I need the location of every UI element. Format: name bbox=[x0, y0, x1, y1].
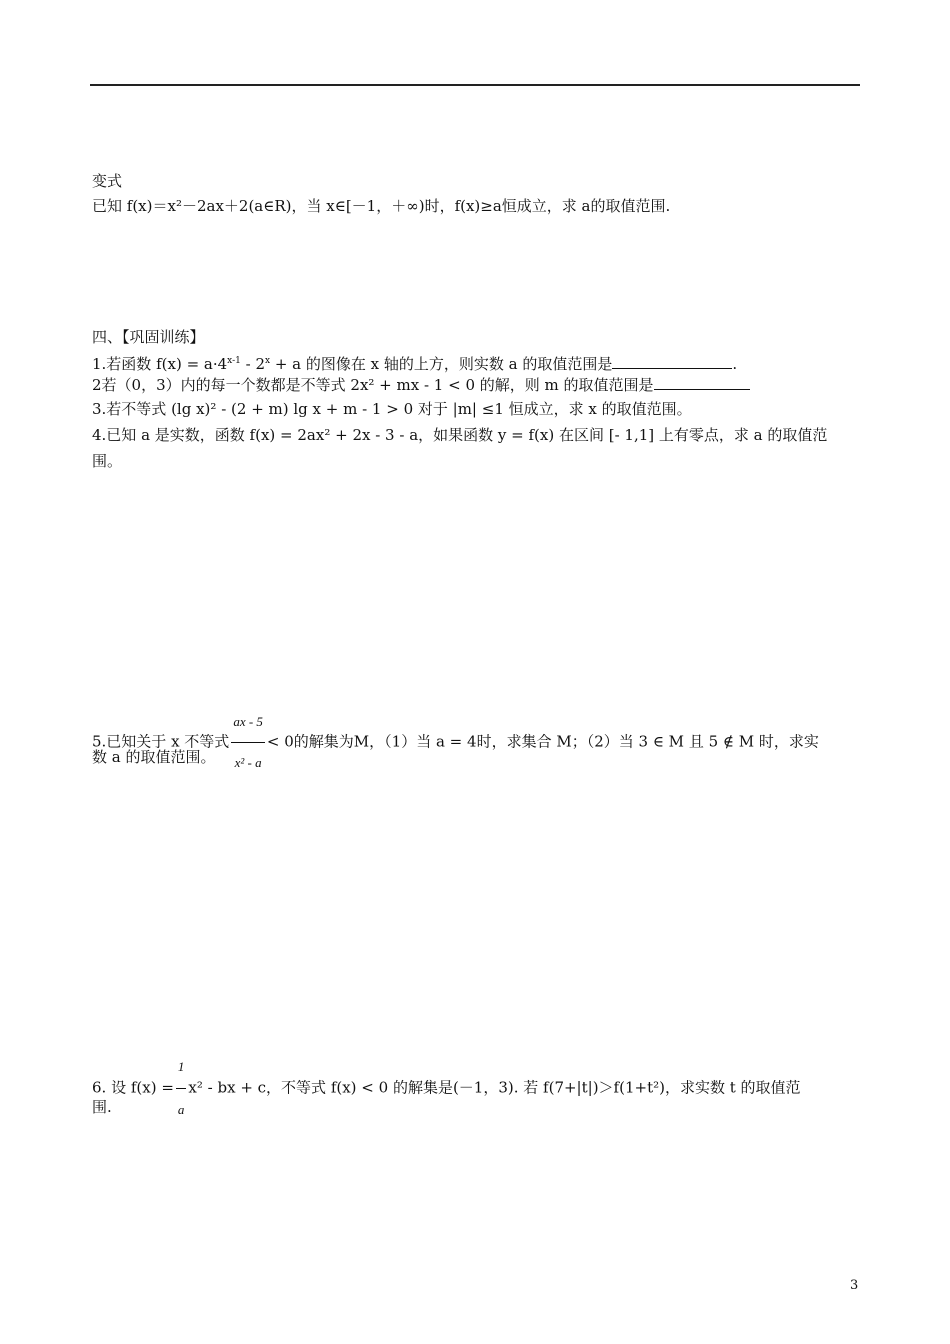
problem-5-text-b: < 0的解集为M，（1）当 a = 4时，求集合 M；（2）当 3 ∈ M 且 5 ∉ M 时，求实 bbox=[266, 732, 819, 751]
problem-1 bbox=[92, 350, 737, 375]
variant-heading: 变式 bbox=[92, 172, 123, 190]
variant-problem: 已知 f(x)＝x²－2ax＋2(a∈R)，当 x∈[－1，＋∞)时，f(x)≥a恒成立，求 a的取值范围. bbox=[92, 197, 671, 215]
problem-1-exp-b: x bbox=[265, 356, 271, 366]
fraction-numerator: ax - 5 bbox=[233, 714, 263, 729]
fraction-numerator: 1 bbox=[177, 1059, 185, 1074]
problem-4-line-1: 4.已知 a 是实数，函数 f(x) = 2ax² + 2x - 3 - a，如果函数 y = f(x) 在区间 [- 1,1] 上有零点，求 a 的取值范 bbox=[92, 426, 828, 444]
problem-6-text-a: 6. 设 f(x) = bbox=[92, 1078, 174, 1097]
fraction-denominator: a bbox=[176, 1088, 187, 1131]
answer-blank[interactable] bbox=[654, 374, 750, 390]
problem-6-text-b: x² - bx + c，不等式 f(x) < 0 的解集是(－1，3). 若 f(7+|t|)＞f(1+t²)，求实数 t 的取值范 bbox=[188, 1078, 801, 1097]
problem-3: 3.若不等式 (lg x)² - (2 + m) lg x + m - 1 > 0 对于 |m| ≤1 恒成立，求 x 的取值范围。 bbox=[92, 400, 692, 418]
problem-5-fraction bbox=[231, 702, 265, 783]
problem-6 bbox=[92, 1046, 801, 1131]
problem-1-text-c: + a 的图像在 x 轴的上方，则实数 a 的取值范围是 bbox=[270, 355, 613, 373]
section-heading: 四、【巩固训练】 bbox=[92, 328, 205, 346]
problem-5-text-a: 5.已知关于 x 不等式 bbox=[92, 732, 230, 751]
problem-6-line-2: 围. bbox=[92, 1098, 112, 1116]
problem-1-text-b: - 2 bbox=[240, 355, 265, 373]
problem-6-fraction bbox=[176, 1046, 187, 1131]
answer-blank[interactable] bbox=[612, 353, 732, 369]
problem-1-text-a: 1.若函数 f(x) = a·4 bbox=[92, 355, 228, 373]
problem-2 bbox=[92, 374, 750, 396]
header-rule bbox=[90, 84, 860, 86]
problem-4-line-2: 围。 bbox=[92, 452, 123, 470]
problem-1-exp-a: x-1 bbox=[227, 356, 241, 366]
fraction-denominator: x² - a bbox=[231, 742, 265, 783]
problem-5 bbox=[92, 702, 819, 783]
page-number: 3 bbox=[850, 1278, 859, 1293]
problem-2-text: 2若（0，3）内的每一个数都是不等式 2x² + mx - 1 < 0 的解，则 m 的取值范围是 bbox=[92, 376, 654, 394]
problem-5-line-2: 数 a 的取值范围。 bbox=[92, 748, 216, 766]
problem-1-end: . bbox=[732, 355, 738, 373]
